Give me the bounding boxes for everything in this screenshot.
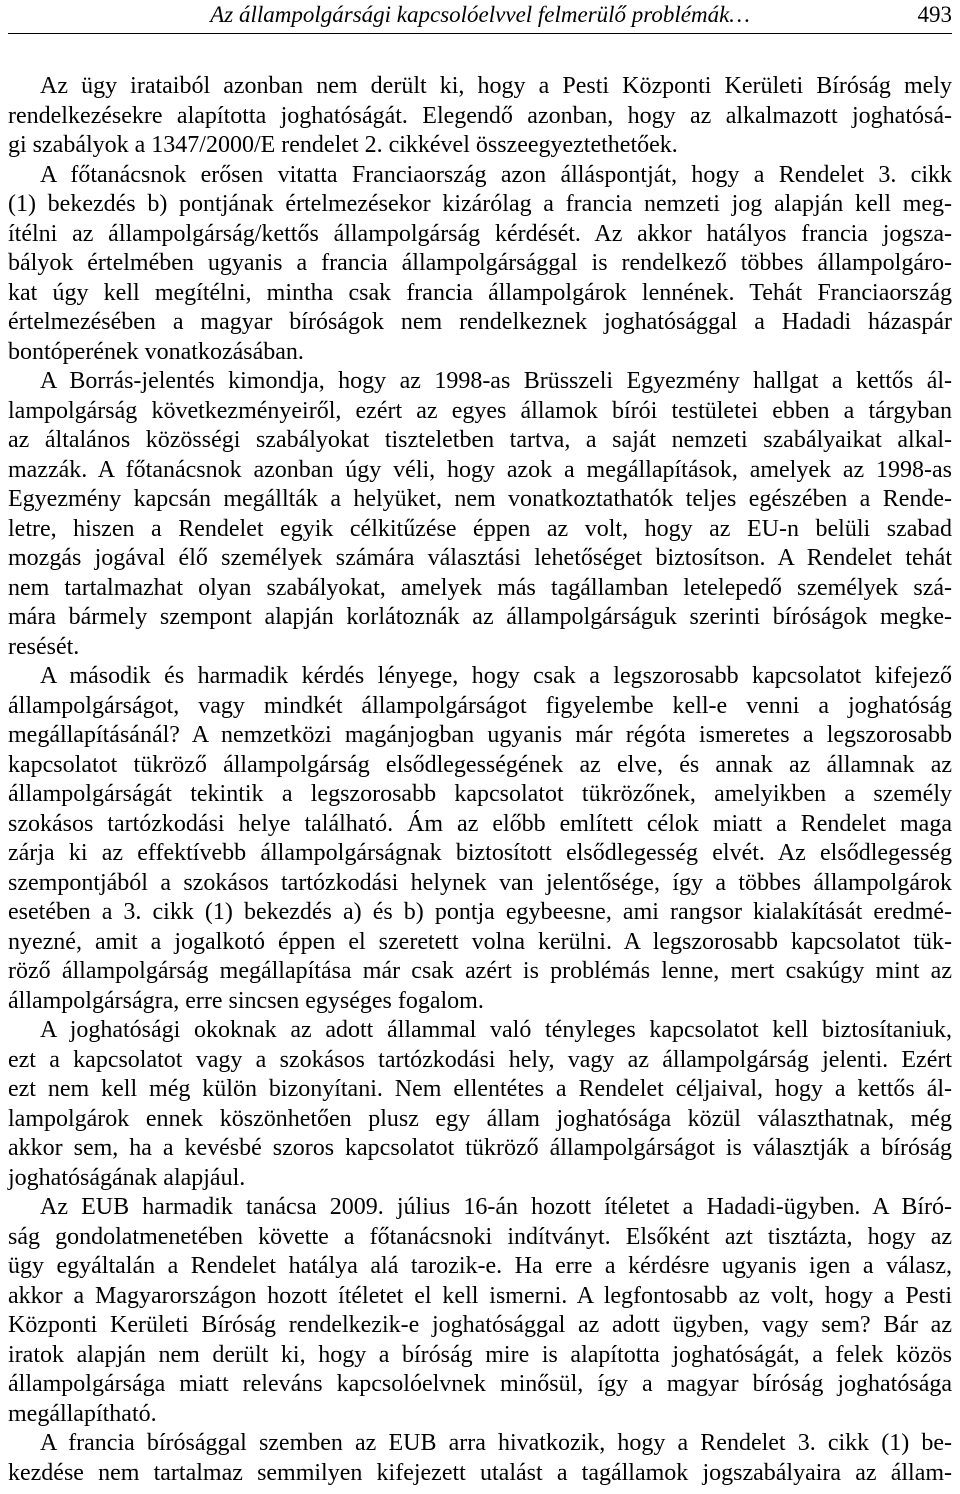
- text-line: mára bármely szempont alapján korlátoznák az állampolgárságuk szerinti bíróságok megke-: [8, 604, 952, 630]
- paragraph: [8, 72, 952, 161]
- text-line: A második és harmadik kérdés lényege, hogy csak a legszorosabb kapcsolatot kifejező: [40, 663, 952, 689]
- text-line: Egyezmény kapcsán megállták a helyüket, nem vonatkoztathatók teljes egészében a Rende-: [8, 486, 952, 512]
- text-line: kat úgy kell megítélni, mintha csak francia állampolgárok lennének. Tehát Franciaország: [8, 279, 952, 306]
- text-line: kapcsolatot tükröző állampolgárság elsődlegességének az elve, és annak az államnak az: [8, 751, 952, 778]
- text-line: Az ügy irataiból azonban nem derült ki, hogy a Pesti Központi Kerületi Bíróság mely: [40, 73, 952, 99]
- text-line: A francia bírósággal szemben az EUB arra hivatkozik, hogy a Rendelet 3. cikk (1) be-: [40, 1430, 952, 1456]
- text-line: ság gondolatmenetében követte a főtanácsnoki indítványt. Elsőként azt tisztázta, hogy az: [8, 1223, 952, 1250]
- text-line: esetében a 3. cikk (1) bekezdés a) és b) pontja egybeesne, ami rangsor kialakítását eredmé-: [8, 899, 952, 925]
- paragraph: [8, 161, 952, 368]
- paragraph: [8, 1016, 952, 1193]
- paragraph: [8, 1193, 952, 1429]
- paragraph: [8, 1429, 952, 1488]
- text-line: ítélni az állampolgárság/kettős állampolgárság kérdését. Az akkor hatályos francia jogsza-: [8, 220, 952, 247]
- paragraph: [8, 367, 952, 662]
- text-line: az általános közösségi szabályokat tiszteletben tartva, a saját nemzeti szabályaikat alkal-: [8, 427, 952, 453]
- text-line: szokásos tartózkodási helye található. Ám az előbb említett célok miatt a Rendelet maga: [8, 810, 952, 837]
- text-line: nem tartalmazhat olyan szabályokat, amelyek más tagállamban letelepedő személyek szá-: [8, 574, 952, 601]
- text-line: nyezné, amit a jogalkotó éppen el szeretett volna kerülni. A legszorosabb kapcsolatot tük-: [8, 928, 952, 955]
- text-line: állampolgárságra, erre sincsen egységes fogalom.: [8, 987, 484, 1014]
- body-text: [8, 72, 952, 1488]
- text-line: megállapítható.: [8, 1400, 157, 1427]
- text-line: ezt a kapcsolatot vagy a szokásos tartózkodási hely, vagy az állampolgárság jelenti. Ezért: [8, 1046, 952, 1073]
- text-line: (1) bekezdés b) pontjának értelmezésekor kizárólag a francia nemzeti jog alapján kell meg-: [8, 191, 952, 217]
- text-line: bontóperének vonatkozásában.: [8, 338, 304, 365]
- running-header: [8, 0, 952, 34]
- text-line: röző állampolgárság megállapítása már csak azért is problémás lenne, mert csakúgy mint az: [8, 958, 952, 984]
- paragraph: [8, 662, 952, 1016]
- text-line: A főtanácsnok erősen vitatta Franciaország azon álláspontját, hogy a Rendelet 3. cikk: [40, 161, 952, 188]
- text-line: megállapításánál? A nemzetközi magánjogban ugyanis már régóta ismeretes a legszorosabb: [8, 722, 952, 748]
- text-line: joghatóságának alapjául.: [8, 1164, 246, 1191]
- text-line: lampolgárok ennek köszönhetően plusz egy állam joghatósága közül választhatnak, még: [8, 1105, 952, 1132]
- running-title: Az állampolgársági kapcsolóelvvel felmerülő problémák…: [210, 2, 750, 27]
- text-line: állampolgársága miatt releváns kapcsolóelvnek minősül, így a magyar bíróság joghatósága: [8, 1371, 952, 1397]
- text-line: szempontjából a szokásos tartózkodási helynek van jelentősége, így a többes állampolgárok: [8, 869, 952, 896]
- text-line: mazzák. A főtanácsnok azonban úgy véli, hogy azok a megállapítások, amelyek az 1998-as: [8, 456, 952, 483]
- text-line: lampolgárság következményeiről, ezért az egyes államok bírói testületei ebben a tárgyban: [8, 397, 952, 424]
- text-line: akkor a Magyarországon hozott ítéletet el kell ismerni. A legfontosabb az volt, hogy a Pesti: [8, 1282, 952, 1309]
- text-line: Az EUB harmadik tanácsa 2009. július 16-án hozott ítéletet a Hadadi-ügyben. A Bíró-: [40, 1194, 952, 1220]
- text-line: Központi Kerületi Bíróság rendelkezik-e joghatósággal az adott ügyben, vagy sem? Bár az: [8, 1312, 952, 1338]
- text-line: zárja ki az effektívebb állampolgárságnak biztosított elsődlegesség elvét. Az elsődlegesség: [8, 840, 952, 866]
- text-line: rendelkezésekre alapította joghatóságát. Elegendő azonban, hogy az alkalmazott joghatósá-: [8, 102, 952, 129]
- text-line: állampolgárságot, vagy mindkét állampolgárságot figyelembe kell-e venni a joghatóság: [8, 692, 952, 719]
- text-line: kezdése nem tartalmaz semmilyen kifejezett utalást a tagállamok jogszabályaira az állam-: [8, 1459, 952, 1486]
- text-line: iratok alapján nem derült ki, hogy a bíróság mire is alapította joghatóságát, a felek közös: [8, 1341, 952, 1368]
- text-line: gi szabályok a 1347/2000/E rendelet 2. cikkével összeegyeztethetőek.: [8, 132, 678, 158]
- text-line: A Borrás-jelentés kimondja, hogy az 1998-as Brüsszeli Egyezmény hallgat a kettős ál-: [40, 368, 952, 394]
- text-line: akkor sem, ha a kevésbé szoros kapcsolatot tükröző állampolgárságot is választják a bíróság: [8, 1135, 952, 1161]
- text-line: értelmezésében a magyar bíróságok nem rendelkeznek joghatósággal a Hadadi házaspár: [8, 309, 952, 335]
- text-line: mozgás jogával élő személyek számára választási lehetőséget biztosítson. A Rendelet tehát: [8, 545, 952, 571]
- text-line: resését.: [8, 633, 80, 660]
- text-line: ügy egyáltalán a Rendelet hatálya alá tarozik-e. Ha erre a kérdésre ugyanis igen a válasz,: [8, 1253, 952, 1279]
- text-line: letre, hiszen a Rendelet egyik célkitűzése éppen az volt, hogy az EU-n belüli szabad: [8, 515, 952, 542]
- text-line: bályok értelmében ugyanis a francia állampolgársággal is rendelkező többes állampolgáro-: [8, 250, 952, 276]
- text-line: A joghatósági okoknak az adott állammal való tényleges kapcsolatot kell biztosítaniuk,: [40, 1017, 952, 1043]
- text-line: állampolgárságát tekintik a legszorosabb kapcsolatot tükrözőnek, amelyikben a személy: [8, 781, 952, 807]
- page-number: 493: [917, 2, 952, 27]
- text-line: ezt nem kell még külön bizonyítani. Nem ellentétes a Rendelet céljaival, hogy a kettős ál-: [8, 1076, 952, 1102]
